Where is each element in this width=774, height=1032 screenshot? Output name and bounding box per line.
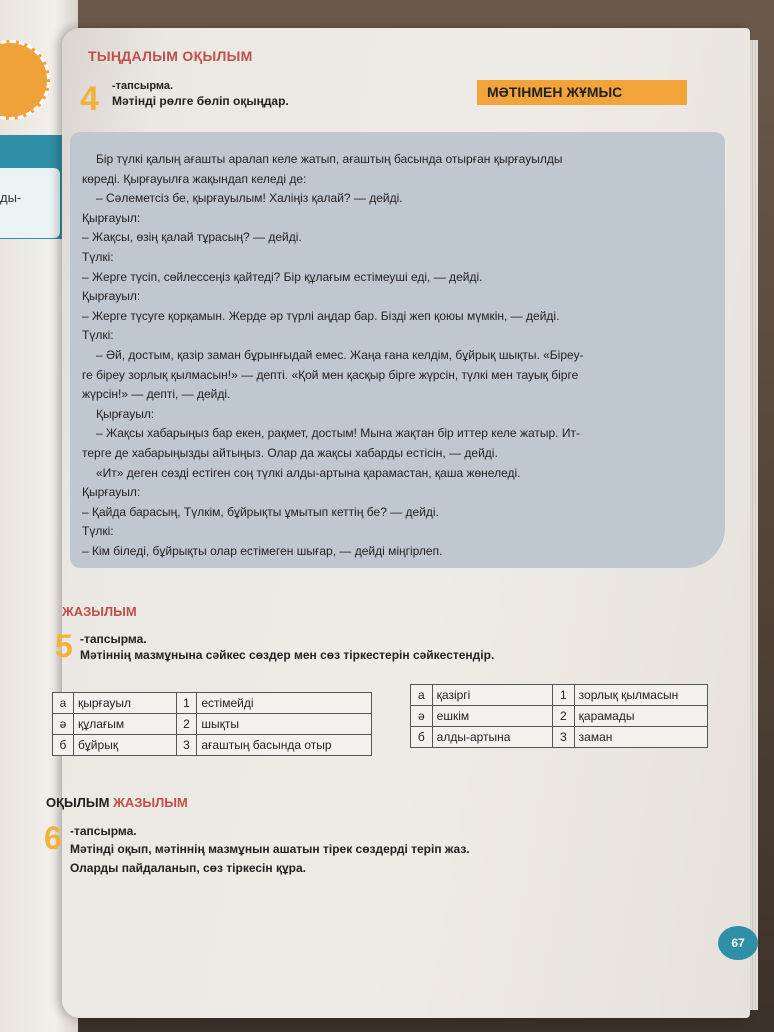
story-line: – Сәлеметсіз бе, қырғауылым! Халіңіз қалай? — дейді. [96,191,403,206]
row-phrase: шықты [197,714,372,735]
matching-table-right [410,684,708,748]
row-word: бұйрық [73,735,176,756]
previous-page-text: ды- [0,190,22,205]
story-line: терге де хабарыңызды айтыңыз. Олар да жақсы хабарды естісін, — дейді. [82,445,498,460]
row-letter: ә [53,714,74,735]
row-number: 1 [553,685,575,706]
row-word: қырғауыл [73,693,176,714]
story-line: ге біреу зорлық қылмасын!» — депті. «Қой мен қасқыр бірге жүрсін, түлкі мен тауық бірге [82,367,579,382]
row-number: 1 [176,693,197,714]
story-line: Қырғауыл: [82,289,141,304]
table-row [53,735,372,756]
story-line: Түлкі: [82,249,114,264]
story-line: көреді. Қырғауылға жақындап келеді де: [82,171,307,186]
story-line: Қырғауыл: [82,210,141,225]
story-line: Қырғауыл: [82,485,141,500]
row-phrase: заман [574,727,707,748]
page-number: 67 [718,926,758,960]
section-title-listening-reading: ТЫҢДАЛЫМ ОҚЫЛЫМ [88,48,253,64]
row-word: құлағым [73,714,176,735]
row-word: қазіргі [432,685,552,706]
story-line: Қырғауыл: [96,406,155,421]
row-letter: ә [411,706,433,727]
story-line: – Әй, достым, қазір заман бұрынғыдай емес. Жаңа ғана келдім, бұйрық шықты. «Біреу- [96,347,584,362]
task-4-number: 4 [80,80,99,118]
section-title-reading: ОҚЫЛЫМ [46,795,114,810]
table-row [53,693,372,714]
table-row [53,714,372,735]
story-line: Түлкі: [82,328,114,343]
story-line: – Жақсы хабарыңыз бар екен, рақмет, достым! Мына жақтан бір иттер келе жатыр. Ит- [96,426,580,441]
row-number: 3 [176,735,197,756]
story-line: – Жақсы, өзің қалай тұрасың? — дейді. [82,230,302,245]
section-title-writing-red: ЖАЗЫЛЫМ [113,795,188,810]
task-5-number: 5 [55,628,73,664]
section-title-writing: ЖАЗЫЛЫМ [62,604,137,619]
row-letter: б [411,727,433,748]
work-with-text-banner: МӘТІНМЕН ЖҰМЫС [477,80,687,105]
task-5-instruction: Мәтіннің мазмұнына сәйкес сөздер мен сөз тіркестерін сәйкестендір. [80,648,495,662]
story-line: Түлкі: [82,524,114,539]
row-letter: а [411,685,433,706]
row-phrase: ағаштың басында отыр [197,735,372,756]
task-6-instruction: Мәтінді оқып, мәтіннің мазмұнын ашатын тірек сөздерді теріп жаз. Оларды пайдаланып, сөз тіркесін құра. [70,842,470,875]
section-title-reading-writing [46,795,188,810]
row-letter: б [53,735,74,756]
row-number: 2 [176,714,197,735]
row-word: алды-артына [432,727,552,748]
task-4-instruction: Мәтінді рөлге бөліп оқыңдар. [112,94,289,108]
story-line: – Жерге түсіп, сөйлессеңіз қайтеді? Бір құлағым естімеуші еді, — дейді. [82,269,483,284]
row-phrase: қарамады [574,706,707,727]
decorative-circle [0,40,50,120]
row-word: ешкім [432,706,552,727]
story-line: жүрсін!» — депті, — дейді. [82,387,231,402]
matching-table-left [52,692,372,756]
table-row [411,706,708,727]
row-phrase: естімейді [197,693,372,714]
story-line: – Қайда барасың, Түлкім, бұйрықты ұмытып кеттің бе? — дейді. [82,504,439,519]
story-line: Бір түлкі қалың ағашты аралап келе жатып, ағаштың басында отырған қырғауылды [96,152,563,166]
table-row [411,685,708,706]
task-6-number: 6 [44,820,62,856]
story-line: – Жерге түсуге қорқамын. Жерде әр түрлі аңдар бар. Бізді жеп қоюы мүмкін, — дейді. [82,308,560,323]
row-phrase: зорлық қылмасын [574,685,707,706]
story-text [82,150,682,561]
table-row [411,727,708,748]
story-line: – Кім біледі, бұйрықты олар естімеген шығар, — дейді міңгірлеп. [82,543,443,558]
story-line: «Ит» деген сөзді естіген соң түлкі алды-артына қарамастан, қаша жөнеледі. [96,465,521,480]
task-6-label: -тапсырма. [70,824,137,838]
task-5-label: -тапсырма. [80,632,147,646]
row-number: 2 [553,706,575,727]
row-number: 3 [553,727,575,748]
task-4-label: -тапсырма. [112,80,174,92]
row-letter: а [53,693,74,714]
